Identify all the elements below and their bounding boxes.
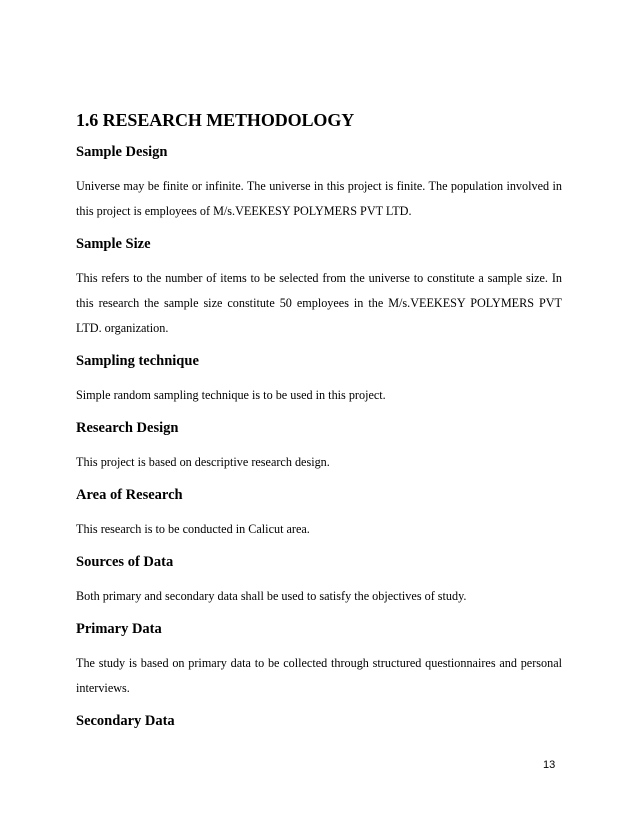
section-paragraph: Universe may be finite or infinite. The universe in this project is finite. The population involved in this project is employees of M/s.VEEKESY POLYMERS PVT LTD.	[76, 179, 562, 218]
section-sample-design	[76, 142, 562, 224]
section-paragraph: This research is to be conducted in Calicut area.	[76, 522, 310, 536]
section-paragraph: This refers to the number of items to be selected from the universe to constitute a sample size. In this research the sample size constitute 50 employees in the M/s.VEEKESY POLYMERS PVT LTD. organization.	[76, 271, 562, 335]
section-research-design	[76, 418, 562, 475]
section-heading: Area of Research	[76, 487, 183, 503]
section-primary-data	[76, 619, 562, 701]
section-heading: Sample Size	[76, 236, 151, 252]
section-heading: Research Design	[76, 420, 179, 436]
section-heading: Sources of Data	[76, 554, 174, 570]
section-paragraph: Simple random sampling technique is to be used in this project.	[76, 388, 386, 402]
section-sampling-technique	[76, 351, 562, 408]
section-secondary-data	[76, 711, 562, 731]
section-heading: Sampling technique	[76, 353, 199, 369]
section-sample-size	[76, 234, 562, 341]
section-paragraph: This project is based on descriptive research design.	[76, 455, 330, 469]
page-number: 13	[543, 759, 556, 771]
section-paragraph: The study is based on primary data to be collected through structured questionnaires and personal interviews.	[76, 656, 562, 695]
page-content	[76, 108, 562, 743]
section-heading: Primary Data	[76, 621, 162, 637]
section-paragraph: Both primary and secondary data shall be used to satisfy the objectives of study.	[76, 589, 467, 603]
section-heading: Secondary Data	[76, 713, 175, 729]
section-sources-of-data	[76, 552, 562, 609]
section-area-of-research	[76, 485, 562, 542]
section-heading: Sample Design	[76, 144, 168, 160]
page-title: 1.6 RESEARCH METHODOLOGY	[76, 110, 355, 130]
